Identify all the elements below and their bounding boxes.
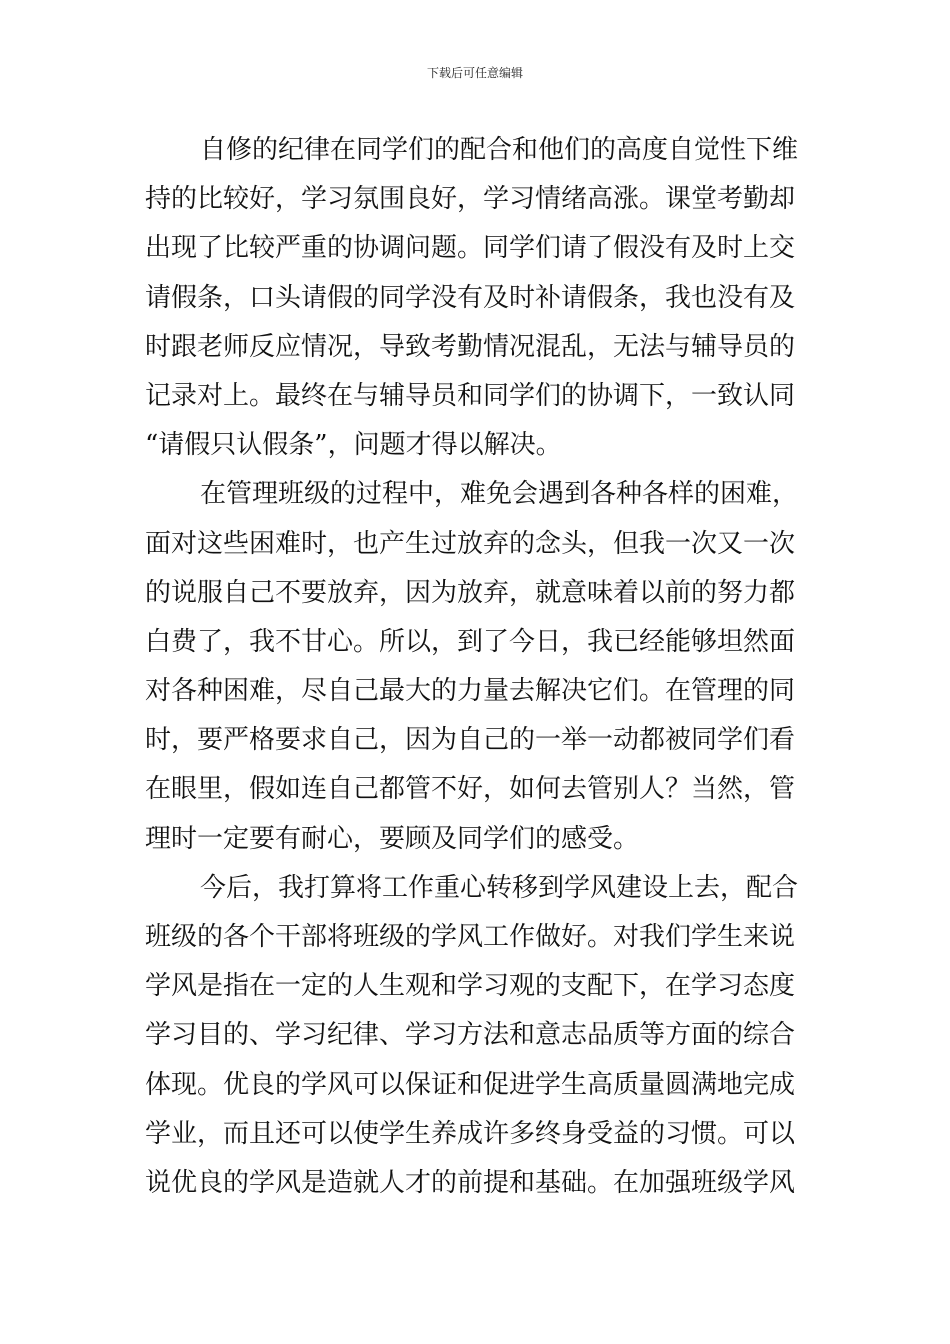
paragraph-line: 学习目的、学习纪律、学习方法和意志品质等方面的综合 (145, 1020, 796, 1051)
paragraph-line: 学业，而且还可以使学生养成许多终身受益的习惯。可以 (145, 1118, 796, 1149)
paragraph-line: 学风是指在一定的人生观和学习观的支配下，在学习态度 (145, 971, 796, 1002)
paragraph-line: 在眼里，假如连自己都管不好，如何去管别人？当然，管 (145, 774, 796, 805)
page-header: 下载后可任意编辑 (426, 66, 523, 80)
paragraph-line: 今后，我打算将工作重心转移到学风建设上去，配合 (200, 872, 799, 903)
paragraph-line: 白费了，我不甘心。所以，到了今日，我已经能够坦然面 (145, 626, 796, 657)
paragraph-line: 出现了比较严重的协调问题。同学们请了假没有及时上交 (145, 233, 796, 264)
paragraph-line: 班级的各个干部将班级的学风工作做好。对我们学生来说 (145, 922, 796, 952)
paragraph-line: 体现。优良的学风可以保证和促进学生高质量圆满地完成 (145, 1069, 796, 1100)
paragraph-line: 的说服自己不要放弃，因为放弃，就意味着以前的努力都 (145, 577, 796, 608)
paragraph-line: 自修的纪律在同学们的配合和他们的高度自觉性下维 (200, 135, 799, 165)
paragraph-line: 时，要严格要求自己，因为自己的一举一动都被同学们看 (145, 725, 796, 756)
paragraph-line: 记录对上。最终在与辅导员和同学们的协调下，一致认同 (145, 380, 796, 411)
paragraph-line: 理时一定要有耐心，要顾及同学们的感受。 (145, 823, 640, 854)
paragraph-line: 说优良的学风是造就人才的前提和基础。在加强班级学风 (145, 1167, 796, 1198)
document-body (145, 126, 807, 1208)
paragraph-line: 面对这些困难时，也产生过放弃的念头，但我一次又一次 (145, 528, 796, 559)
paragraph-line: 请假条，口头请假的同学没有及时补请假条，我也没有及 (145, 282, 796, 313)
paragraph-line: “请假只认假条”，问题才得以解决。 (145, 430, 562, 461)
paragraph-line: 对各种困难，尽自己最大的力量去解决它们。在管理的同 (145, 676, 796, 707)
paragraph-line: 持的比较好，学习氛围良好，学习情绪高涨。课堂考勤却 (145, 184, 796, 215)
paragraph-line: 时跟老师反应情况，导致考勤情况混乱，无法与辅导员的 (145, 331, 796, 362)
paragraph-line: 在管理班级的过程中，难免会遇到各种各样的困难， (200, 479, 799, 510)
